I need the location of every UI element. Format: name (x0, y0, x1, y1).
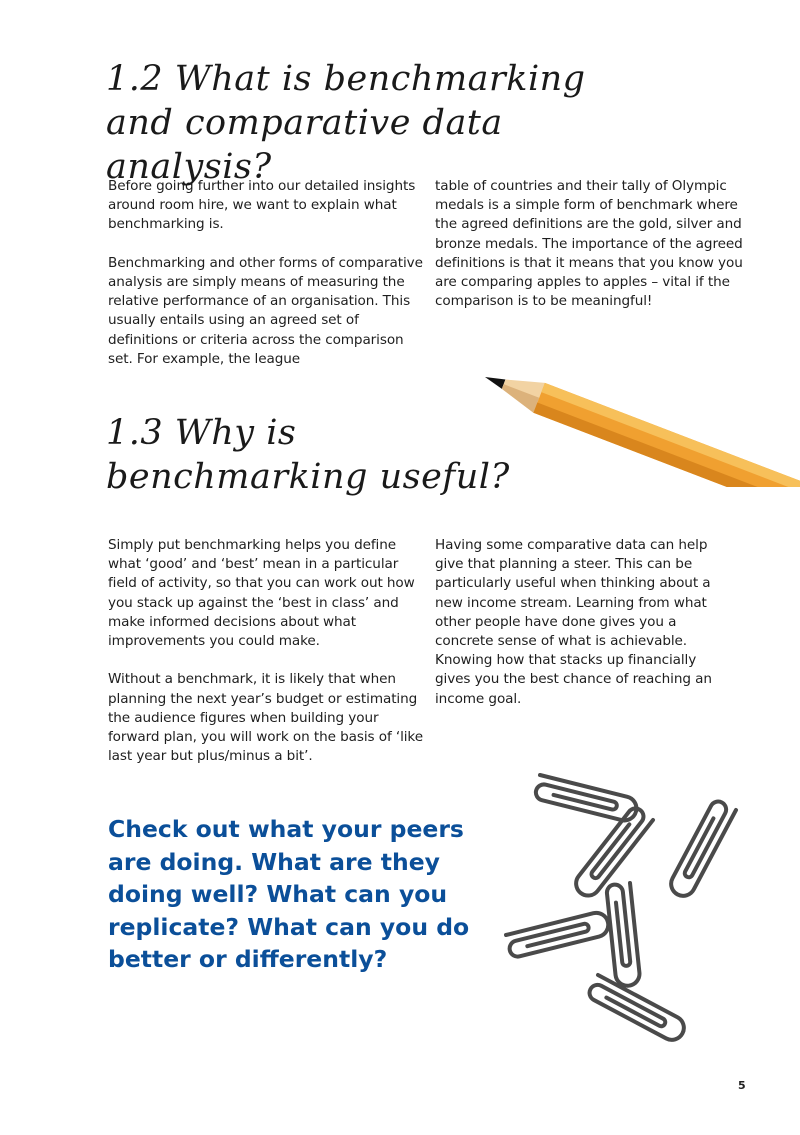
paragraph: Having some comparative data can help give that planning a steer. This can be particularly useful when thinking about a new income stream. Learning from what other people have done gives you a concrete sense of what is achievable. Knowing how that stacks up financially gives you the best chance of reaching an income goal. (435, 537, 712, 707)
paragraph: table of countries and their tally of Olympic medals is a simple form of benchmark where the agreed definitions are the gold, silver and bronze medals. The importance of the agreed definitions is that it means that you know you are comparing apples to apples – vital if the comparison is to be meaningful! (435, 178, 743, 310)
section-1-3-heading-line1: 1.3 Why is (106, 413, 297, 453)
section-1-2-heading-line1: 1.2 What is benchmarking (106, 59, 586, 99)
section-1-2-heading (106, 57, 666, 189)
section-1-3-heading-line2: benchmarking useful? (106, 457, 510, 497)
section-1-3-column-left (108, 536, 426, 786)
page-number: 5 (738, 1079, 746, 1092)
section-1-3-column-right (435, 536, 735, 728)
paragraph: Benchmarking and other forms of comparative analysis are simply means of measuring the relative performance of an organisation. This usually entails using an agreed set of definitions or criteria across the comparison set. For example, the league (108, 254, 423, 367)
section-1-3-heading (106, 411, 536, 499)
section-1-2-heading-line2: and comparative data analysis? (106, 103, 503, 187)
paragraph: Without a benchmark, it is likely that when planning the next year’s budget or estimating the audience figures when building your forward plan, you will work on the basis of ‘like last year but plus/minus a bit’. (108, 671, 423, 765)
section-1-2-column-left (108, 177, 426, 388)
paragraph: Simply put benchmarking helps you define what ‘good’ and ‘best’ mean in a particular field of activity, so that you can work out how you stack up against the ‘best in class’ and make informed decisions about what improvements you could make. (108, 537, 415, 650)
callout-quote: Check out what your peers are doing. What are they doing well? What can you replicate? What can you do better or differently? (108, 815, 470, 973)
paperclips-illustration (488, 765, 763, 1055)
section-1-2-column-right (435, 177, 753, 331)
paragraph: Before going further into our detailed insights around room hire, we want to explain what benchmarking is. (108, 178, 416, 233)
